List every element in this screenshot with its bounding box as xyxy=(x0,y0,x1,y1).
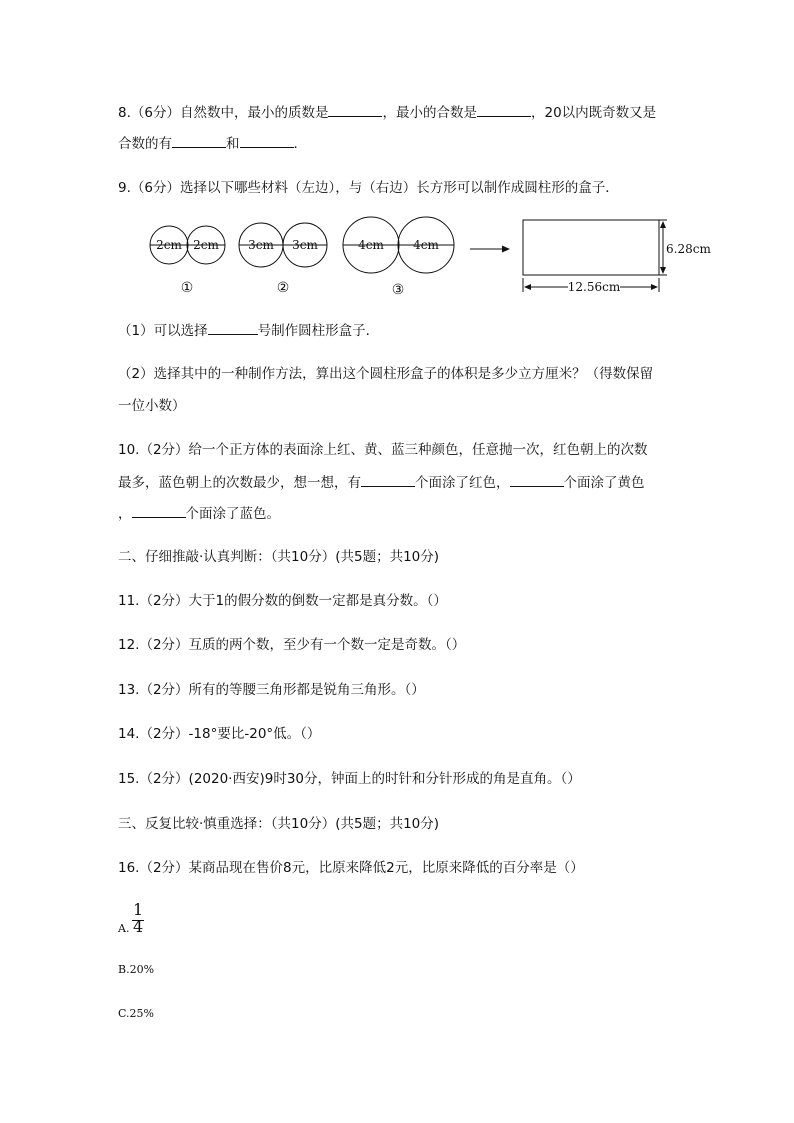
q9-arrow xyxy=(470,246,510,253)
q14: 14.（2分）-18°要比-20°低。（） xyxy=(118,726,321,742)
q8-text-e: 和 xyxy=(226,136,240,152)
q9-stem: 9.（6分）选择以下哪些材料（左边），与（右边）长方形可以制作成圆柱形的盒子． xyxy=(118,180,619,196)
q10-text-e: 个面涂了蓝色。 xyxy=(185,506,280,522)
q8-line-2 xyxy=(118,133,298,154)
q16-stem: 16.（2分）某商品现在售价8元，比原来降低2元，比原来降低的百分率是（） xyxy=(118,860,584,876)
section3-title: 三、反复比较·慎重选择：（共10分）(共5题；共10分) xyxy=(118,816,440,832)
q8-text-a: 8.（6分）自然数中，最小的质数是 xyxy=(118,105,329,121)
q8-blank-odd-composite-1[interactable] xyxy=(172,133,226,148)
q16-option-c[interactable]: C.25% xyxy=(118,1007,154,1020)
q10-text-b: 个面涂了红色， xyxy=(415,475,510,491)
q9-sub2-line-1: （2）选择其中的一种制作方法，算出这个圆柱形盒子的体积是多少立方厘米？（得数保留 xyxy=(118,366,654,382)
q9-pair-3-label-b: 4cm xyxy=(413,238,439,252)
q10-text-c: 个面涂了黄色 xyxy=(563,475,645,491)
q8-blank-odd-composite-2[interactable] xyxy=(240,133,294,148)
q10-line-1: 10.（2分）给一个正方体的表面涂上红、黄、蓝三种颜色，任意抛一次，红色朝上的次数 xyxy=(118,442,648,458)
q16-option-a-label: A. xyxy=(118,922,130,935)
q8-text-c: ，20以内既奇数又是 xyxy=(530,105,657,121)
q9-pair-2-number: ② xyxy=(276,280,290,296)
q9-height-label: 6.28cm xyxy=(666,242,711,256)
q9-pair-3-number: ③ xyxy=(391,282,405,298)
q8-text-d: 合数的有 xyxy=(118,136,172,152)
q9-pair-3-label-a: 4cm xyxy=(358,238,384,252)
q10-blank-yellow[interactable] xyxy=(510,472,564,487)
q9-figure xyxy=(0,212,794,322)
q10-text-d: ， xyxy=(118,506,132,522)
q9-pair-1-label-b: 2cm xyxy=(193,238,219,252)
q8-text-f: . xyxy=(293,136,298,152)
q8-text-b: ，最小的合数是 xyxy=(382,105,477,121)
q9-pair-1-number: ① xyxy=(180,280,194,296)
q13: 13.（2分）所有的等腰三角形都是锐角三角形。（） xyxy=(118,682,425,698)
q9-rectangle xyxy=(523,220,659,275)
q9-sub1-text-b: 号制作圆柱形盒子． xyxy=(257,323,380,339)
section2-title: 二、仔细推敲·认真判断：（共10分）(共5题；共10分) xyxy=(118,549,440,565)
q10-blank-red[interactable] xyxy=(361,472,415,487)
q9-sub1 xyxy=(118,320,379,341)
q9-sub1-blank[interactable] xyxy=(208,320,258,335)
q11: 11.（2分）大于1的假分数的倒数一定都是真分数。（） xyxy=(118,593,447,609)
q15: 15.（2分）(2020·西安)9时30分，钟面上的时针和分针形成的角是直角。（） xyxy=(118,771,581,787)
q8-blank-smallest-composite[interactable] xyxy=(477,102,531,117)
q8-blank-smallest-prime[interactable] xyxy=(328,102,382,117)
q12: 12.（2分）互质的两个数，至少有一个数一定是奇数。（） xyxy=(118,637,466,653)
q9-sub2-line-2: 一位小数） xyxy=(118,398,186,414)
q10-blank-blue[interactable] xyxy=(132,503,186,518)
q9-pair-1-label-a: 2cm xyxy=(156,238,182,252)
q10-text-a: 最多，蓝色朝上的次数最少，想一想，有 xyxy=(118,475,361,491)
q9-pair-2-label-b: 3cm xyxy=(292,238,318,252)
q9-pair-2-label-a: 3cm xyxy=(248,238,274,252)
q8-line-1 xyxy=(118,102,656,123)
q16-option-a-numerator: 1 xyxy=(133,900,144,919)
q16-option-b[interactable]: B.20% xyxy=(118,963,155,976)
q10-line-2 xyxy=(118,472,645,493)
q10-line-3 xyxy=(118,503,280,524)
q9-sub1-text-a: （1）可以选择 xyxy=(118,323,208,339)
q9-width-label: 12.56cm xyxy=(567,280,621,294)
q16-option-a-denominator: 4 xyxy=(133,917,144,936)
